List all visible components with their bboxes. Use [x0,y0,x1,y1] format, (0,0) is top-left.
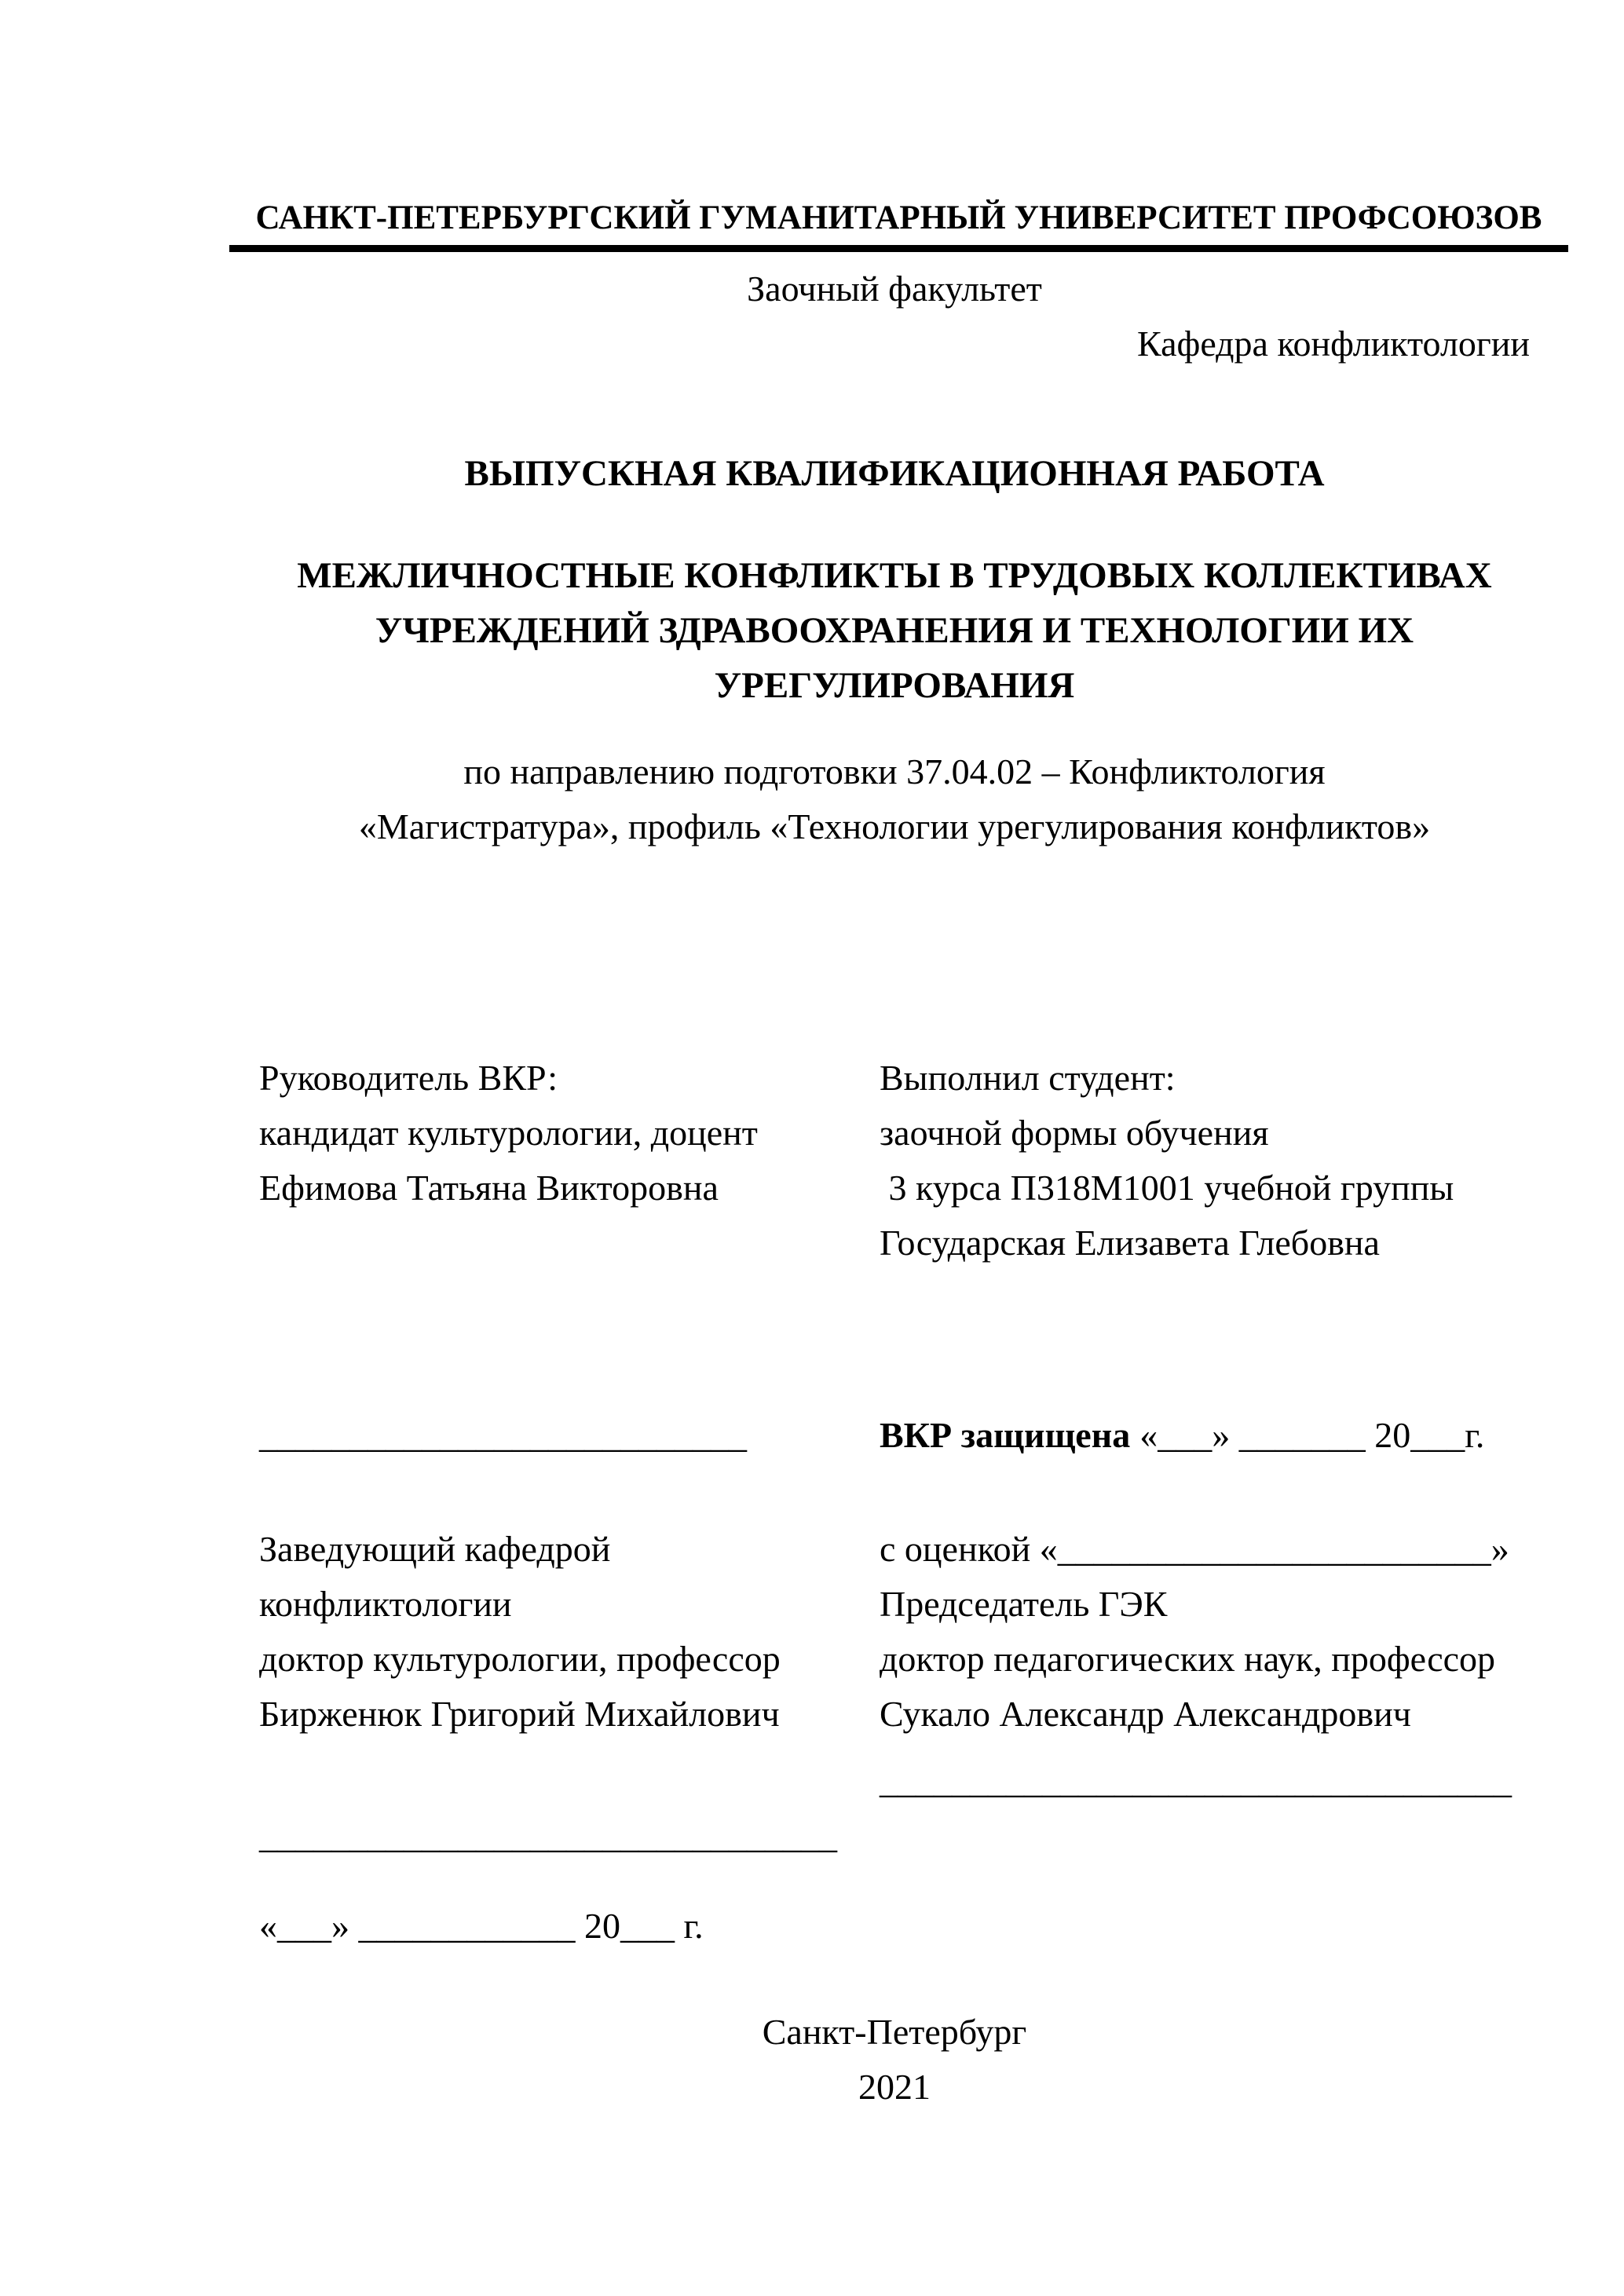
defense-label: ВКР защищена [880,1415,1131,1455]
dept-head-title-line-1: Заведующий кафедрой [259,1529,611,1569]
spacer-cell [880,1899,1530,1954]
signature-defense-row [259,1408,1530,1463]
supervisor-name: Ефимова Татьяна Викторовна [259,1168,719,1208]
supervisor-student-section [259,1051,1530,1270]
city: Санкт-Петербург [762,2012,1027,2052]
defense-date-line [880,1408,1530,1463]
supervisor-signature-line: ___________________________ [259,1415,747,1455]
student-group: 3 курса П318М1001 учебной группы [880,1168,1454,1208]
program-info [259,744,1530,854]
chairman-signature-line: ___________________________________ [880,1760,1512,1801]
gek-chairman-degree: доктор педагогических наук, профессор [880,1639,1496,1679]
thesis-title-line-3: УРЕГУЛИРОВАНИЯ [714,665,1075,706]
dept-head-name: Бирженюк Григорий Михайлович [259,1694,780,1734]
student-name: Государская Елизавета Глебовна [880,1223,1380,1263]
student-label: Выполнил студент: [880,1058,1176,1098]
faculty-name: Заочный факультет [747,269,1042,309]
program-direction: по направлению подготовки 37.04.02 – Конфликтология [463,751,1326,792]
dept-head-title-line-2: конфликтологии [259,1584,512,1624]
work-type-heading: ВЫПУСКНАЯ КВАЛИФИКАЦИОННАЯ РАБОТА [464,453,1325,494]
supervisor-degree: кандидат культурологии, доцент [259,1113,758,1153]
gek-block [880,1522,1530,1742]
year: 2021 [858,2067,931,2107]
student-study-form: заочной формы обучения [880,1113,1269,1153]
supervisor-block [259,1051,880,1270]
thesis-title-line-2: УЧРЕЖДЕНИЙ ЗДРАВООХРАНЕНИЯ И ТЕХНОЛОГИИ ИХ [375,610,1414,651]
dept-head-degree: доктор культурологии, профессор [259,1639,781,1679]
thesis-title-line-1: МЕЖЛИЧНОСТНЫЕ КОНФЛИКТЫ В ТРУДОВЫХ КОЛЛЕКТИВАХ [297,555,1492,596]
thesis-title [259,548,1530,713]
gek-chairman-title: Председатель ГЭК [880,1584,1168,1624]
department-name: Кафедра конфликтологии [1137,324,1530,364]
student-block [880,1051,1530,1270]
dept-head-gek-section [259,1522,1530,1742]
dept-head-signature-row [259,1808,1530,1863]
footer [259,2005,1530,2115]
gek-chairman-name: Сукало Александр Александрович [880,1694,1411,1734]
dept-head-date-row [259,1899,1530,1954]
university-name: САНКТ-ПЕТЕРБУРГСКИЙ ГУМАНИТАРНЫЙ УНИВЕРСИТЕТ ПРОФСОЮЗОВ [229,196,1568,252]
grade-line: с оценкой «________________________» [880,1529,1509,1569]
program-profile: «Магистратура», профиль «Технологии урегулирования конфликтов» [358,806,1431,846]
defense-date-blank: «___» _______ 20___г. [1139,1415,1485,1455]
chairman-signature-row [259,1753,1530,1808]
dept-head-date-line: «___» ____________ 20___ г. [259,1906,704,1946]
department-head-block [259,1522,880,1742]
supervisor-label: Руководитель ВКР: [259,1058,558,1098]
spacer-cell [880,1808,1530,1863]
spacer-cell [259,1753,880,1808]
dept-head-signature-line: ________________________________ [259,1815,837,1855]
